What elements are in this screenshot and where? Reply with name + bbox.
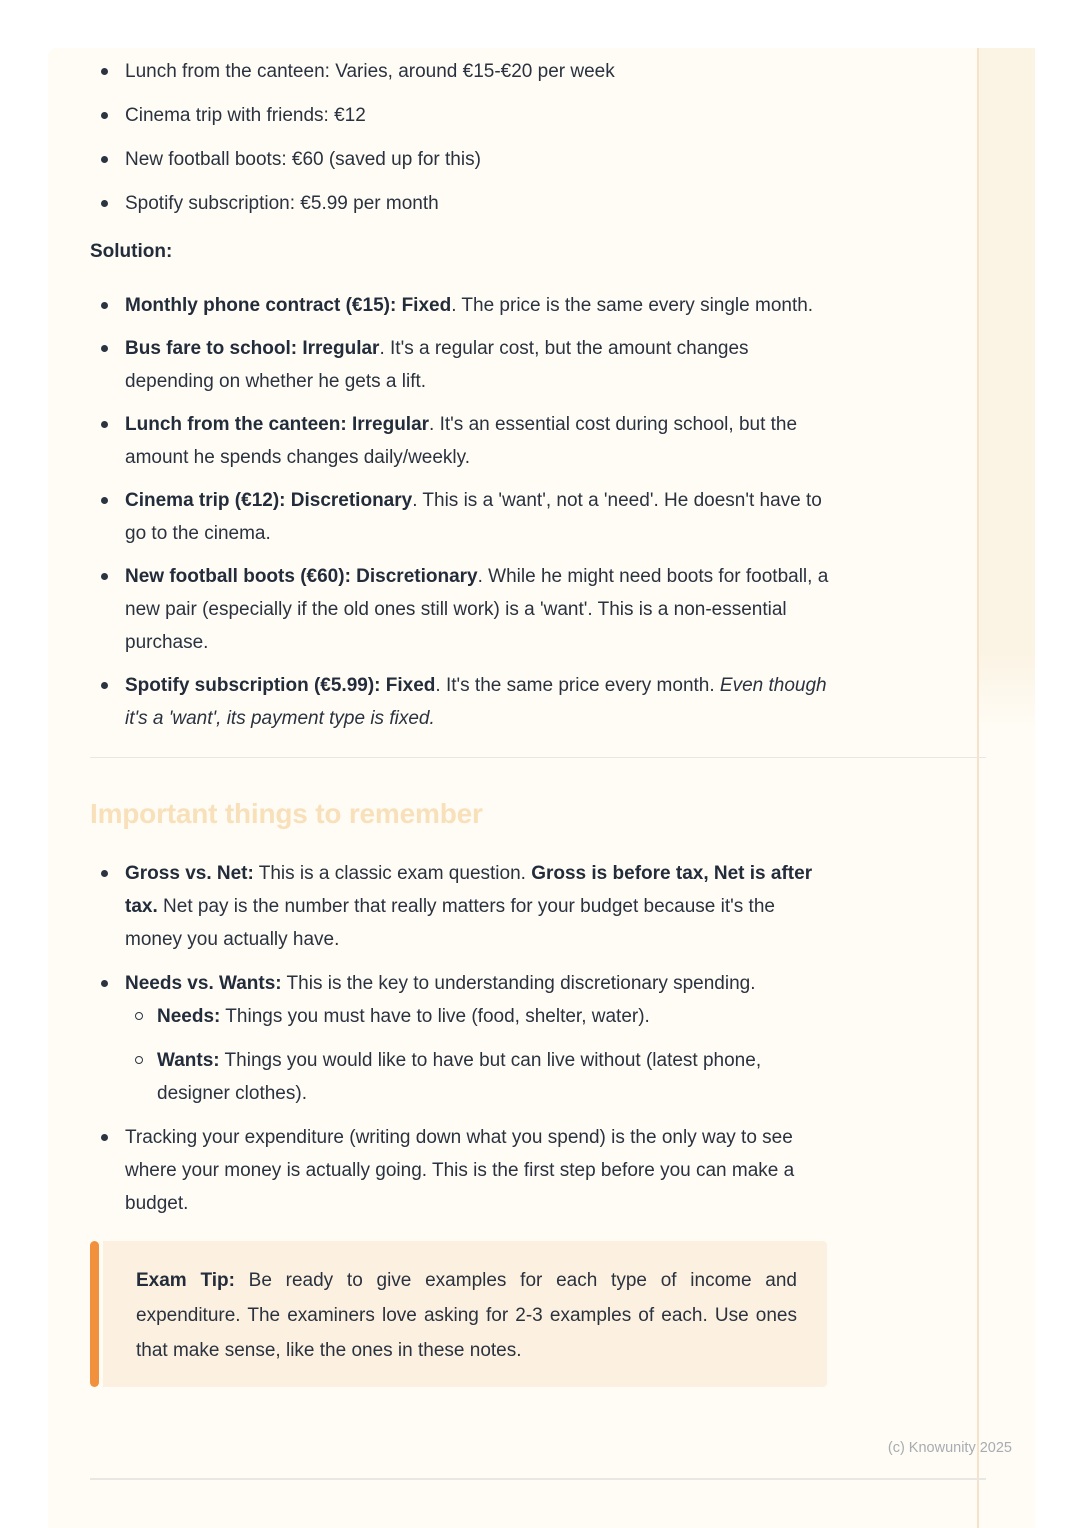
list-item xyxy=(90,187,830,220)
list-item-text: . The price is the same every single month. xyxy=(451,295,814,316)
document-content xyxy=(90,55,830,1387)
list-item-text: . While he might need boots for football, a new pair (especially if the old ones still work) is a 'want'. This is a non-essential purchase. xyxy=(125,566,829,653)
section-divider xyxy=(90,757,986,758)
list-item-term: Spotify subscription (€5.99): Fixed xyxy=(125,675,436,696)
sublist-item-text: Things you would like to have but can live without (latest phone, designer clothes). xyxy=(157,1050,762,1104)
solution-list xyxy=(90,289,830,735)
exam-tip-callout xyxy=(90,1241,827,1387)
list-item-emphasis: Gross is before tax, Net is after tax. xyxy=(125,863,813,917)
list-item-text: This is the key to understanding discretionary spending. xyxy=(281,973,756,994)
page-edge-band xyxy=(979,48,1035,1528)
copyright-notice: (c) Knowunity 2025 xyxy=(887,1440,1012,1456)
list-item xyxy=(90,332,830,398)
sublist-item xyxy=(125,1044,830,1110)
list-item-text: Spotify subscription: €5.99 per month xyxy=(125,193,439,214)
sublist-item xyxy=(125,1000,830,1033)
list-item-text: Net pay is the number that really matters for your budget because it's the money you actually have. xyxy=(125,896,775,950)
list-item xyxy=(90,857,830,956)
exam-tip-text: Exam Tip: Be ready to give examples for each type of income and expenditure. The examiners love asking for 2-3 examples of each. Use ones that make sense, like the ones in these notes. xyxy=(136,1270,797,1361)
needs-wants-sublist xyxy=(125,1000,830,1110)
list-item-text: New football boots: €60 (saved up for this) xyxy=(125,149,481,170)
bottom-divider xyxy=(90,1478,986,1480)
list-item-term: Needs vs. Wants: xyxy=(125,973,282,994)
list-item xyxy=(90,967,830,1110)
exam-tip-body xyxy=(103,1241,827,1387)
list-item-term: Monthly phone contract (€15): Fixed xyxy=(125,295,452,316)
list-item-term: Bus fare to school: Irregular xyxy=(125,338,380,359)
list-item-note: Even though it's a 'want', its payment type is fixed. xyxy=(125,675,827,729)
remember-list xyxy=(90,857,830,1220)
list-item xyxy=(90,99,830,132)
list-item-text: . It's the same price every month. xyxy=(435,675,715,696)
list-item xyxy=(90,560,830,659)
expense-list xyxy=(90,55,830,220)
list-item xyxy=(90,143,830,176)
exam-tip-label: Exam Tip: xyxy=(136,1270,235,1291)
list-item-term: Gross vs. Net: xyxy=(125,863,254,884)
list-item xyxy=(90,1121,830,1220)
list-item xyxy=(90,408,830,474)
sublist-item-term: Wants: xyxy=(157,1050,220,1071)
list-item-text: . It's an essential cost during school, but the amount he spends changes daily/weekly. xyxy=(125,414,798,468)
sublist-item-term: Needs: xyxy=(157,1006,221,1027)
list-item-term: Cinema trip (€12): Discretionary xyxy=(125,490,413,511)
list-item-text: Lunch from the canteen: Varies, around €15-€20 per week xyxy=(125,61,615,82)
list-item-text: . This is a 'want', not a 'need'. He doesn't have to go to the cinema. xyxy=(125,490,822,544)
list-item-text: . It's a regular cost, but the amount changes depending on whether he gets a lift. xyxy=(125,338,749,392)
list-item xyxy=(90,484,830,550)
list-item-text: This is a classic exam question. xyxy=(253,863,532,884)
section-heading: Important things to remember xyxy=(90,798,483,829)
list-item xyxy=(90,669,830,735)
exam-tip-accent-bar xyxy=(90,1241,99,1387)
list-item xyxy=(90,289,830,322)
page-edge-line xyxy=(977,48,979,1528)
list-item-text: Tracking your expenditure (writing down what you spend) is the only way to see where your money is actually going. This is the first step before you can make a budget. xyxy=(125,1127,795,1214)
sublist-item-text: Things you must have to live (food, shelter, water). xyxy=(220,1006,650,1027)
solution-heading: Solution: xyxy=(90,241,173,262)
list-item-text: Cinema trip with friends: €12 xyxy=(125,105,366,126)
list-item xyxy=(90,55,830,88)
list-item-term: New football boots (€60): Discretionary xyxy=(125,566,478,587)
list-item-term: Lunch from the canteen: Irregular xyxy=(125,414,430,435)
